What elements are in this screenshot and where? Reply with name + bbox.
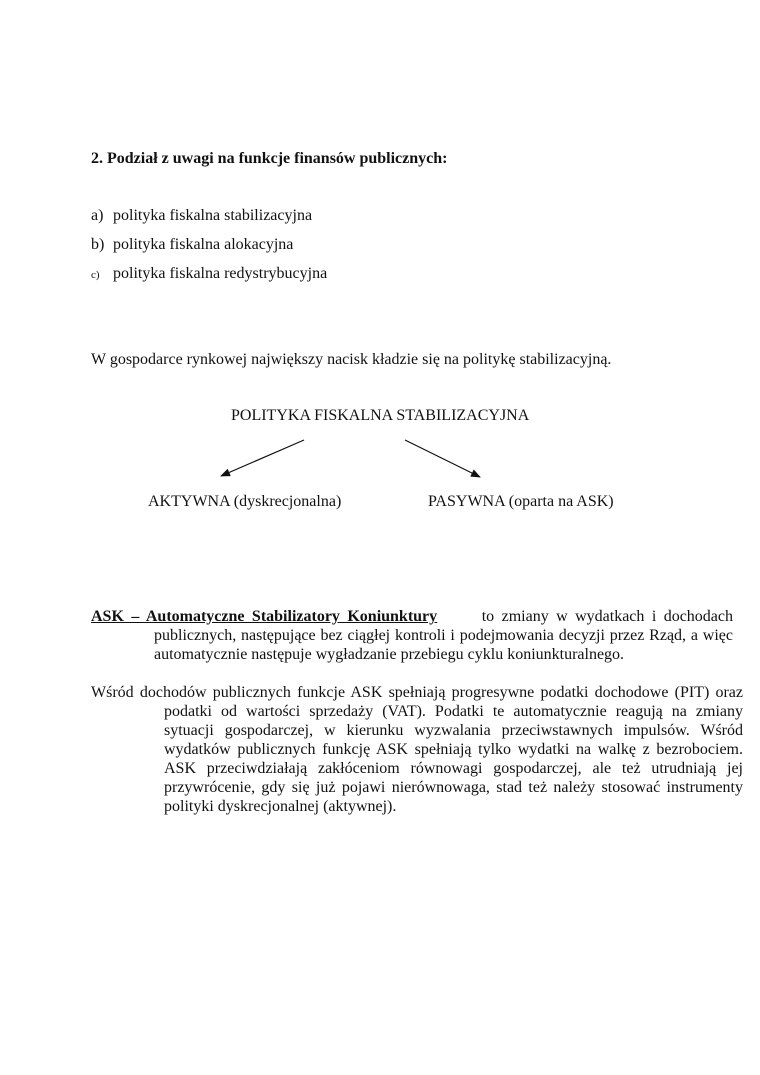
list-item-text: polityka fiskalna stabilizacyjna bbox=[113, 207, 313, 224]
intro-sentence: W gospodarce rynkowej największy nacisk kładzie się na politykę stabilizacyjną. bbox=[91, 351, 612, 368]
diagram-right-label: PASYWNA (oparta na ASK) bbox=[428, 493, 614, 510]
list-item-label: b) bbox=[91, 236, 105, 253]
list-item-label: c) bbox=[91, 269, 100, 281]
list-item-label: a) bbox=[91, 207, 104, 224]
arrow-left bbox=[221, 440, 304, 476]
ask-definition-body: to zmiany w wydatkach i dochodach publicznych, następujące bez ciągłej kontroli i podejmowania decyzji przez Rząd, a więc automatycznie następuje wygładzanie przebiegu cyklu koniunkturalnego. bbox=[154, 608, 734, 663]
section-heading: 2. Podział z uwagi na funkcje finansów publicznych: bbox=[91, 150, 448, 167]
diagram-left-label: AKTYWNA (dyskrecjonalna) bbox=[148, 493, 342, 510]
list-item-text: polityka fiskalna alokacyjna bbox=[113, 236, 294, 253]
list-item-text: polityka fiskalna redystrybucyjna bbox=[113, 265, 328, 282]
ask-paragraph: Wśród dochodów publicznych funkcje ASK spełniają progresywne podatki dochodowe (PIT) oraz podatki od wartości sprzedaży (VAT). Podatki te automatycznie reagują na zmiany sytuacji gospodarczej, w kierunku wyzwalania przeciwstawnych impulsów. Wśród wydatków publicznych funkcję ASK spełniają tylko wydatki na walkę z bezrobociem. ASK przeciwdziałają zakłóceniom równowagi gospodarczej, ale też utrudniają jej przywrócenie, gdy się już pojawi nierównowaga, stad też należy stosować instrumenty polityki dyskrecjonalnej (aktywnej). bbox=[91, 684, 743, 815]
arrow-right bbox=[405, 440, 480, 477]
ask-definition bbox=[91, 607, 733, 664]
diagram-top-label: POLITYKA FISKALNA STABILIZACYJNA bbox=[231, 407, 530, 424]
ask-definition-term: ASK – Automatyczne Stabilizatory Koniunktury bbox=[91, 608, 438, 625]
